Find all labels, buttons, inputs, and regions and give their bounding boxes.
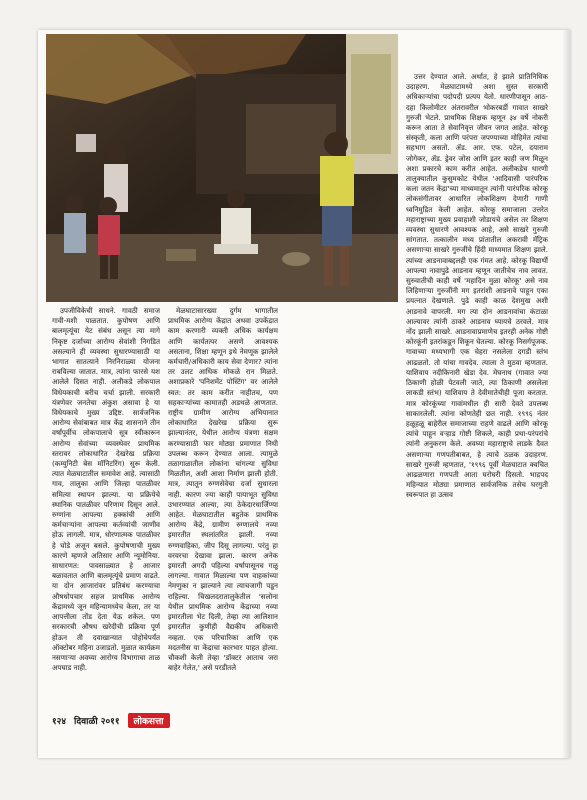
children-in-hut-photo: [46, 34, 398, 302]
page-footer: [52, 712, 352, 728]
issue-label: दिवाळी २०११: [74, 716, 120, 727]
column-right-text: उत्तर देण्यात आले. अर्थात, हे झाले प्रातिनिधिक उदाहरण. मेळघाटामध्ये अशा सुस्त सरकारी अधिकार्‍यांचा पदोपदी प्रत्यय येतो. धारणीपासून आठ-दहा किलोमीटर अंतरावरील भोकरबर्डी गावात साखरे गुरुजी भेटले. प्राथमिक शिक्षक म्हणून ३४ वर्षे नोकरी करून आता ते सेवानिवृत्त जीवन जगत आहेत. कोरकू संस्कृती, कला आणि परंपरा जपण्याच्या मोहिमेत त्यांचा सहभाग असतो. ॲड. आर. एफ. पटेल, दयाराम जोगेकर, ॲड. ड्रेवर जोस आणि इतर काही जण मिळून अशा प्रकारचे काम करीत आहेत. अलीकडेच धारणी तालुक्यातील कुसुमकोट येथील 'आदिवासी पारंपरिक कला जतन केंद्रा'च्या माध्यमातून त्यांनी पारंपरिक कोरकू लोकसंगीतावर आधारित लोकशिक्षण देणारी गाणी ध्वनिमुद्रित केली आहेत. कोरकू समाजाला उत्तरेत महाराष्ट्राच्या मुख्य प्रवाहाशी जोडायचे असेल तर शिक्षण व्यवस्था सुधारणे आवश्यक आहे, असे साखरे गुरुजी सांगतात. तत्कालीन मध्य प्रांतातील अकरावी मॅट्रिक असणाऱ्या साखरे गुरुजींचे हिंदी माध्यमात शिक्षण झाले. त्यांच्या आडनावाबद्दलही एक गंमत आहे. कोरकू विद्यार्थी आपल्या नावापुढे आडनाव म्हणून जातीचेच नाव लावत. सुरुवातीची काही वर्षे 'महादिन मुळा कोरकू' असे नाव लिहिणाऱ्या गुरुजींनी मग इतरांशी आडनावे पाहून एका प्रयत्नात देखणाले. पुढे काही काळ देशमुख अशी आडनावे वापरली. मग त्या दोन आडनावांचा कंटाळा आल्यावर त्यांनी ठाकरे आडनाव घ्यायचे ठरवले. मात्र नोंद झाली साखरे. आडनावाप्रमाणेच इतरही अनेक गोष्टी कोरकूंनी इतरांकडून शिकून घेतल्या. कोरकू निसर्गपूजक. गावाच्या मध्यभागी एक चेहरा नसलेला दगडी स्तंभ आढळतो. तो यांचा गावदेव. त्याला ते मुठवा म्हणतात. याशिवाय नदीकिनारी खेडा देव. मेघनाथ (गावात ज्या ठिकाणी होळी पेटवली जाते, त्या ठिकाणी असलेला लाकडी स्तंभ) याशिवाय ते देवीमातेचीही पूजा करतात. मात्र कोरकूंच्या गावांमधील ही सारी देवते उपलब्ध साकारलेली. त्यांना कोणतेही छत नाही. १९९६ नंतर हळूहळू बाहेरील समाजाच्या राहणे वाढले आणि कोरकू त्यांचे पाहून वऱ्हाड गोष्टी शिकले, काही प्रथा-परंपरांचे त्यांनी अनुकरण केले. अवघ्या महाराष्ट्राचे लाडके दैवत असणाऱ्या गणपतीबाबत, हे त्याचे ठळक उदाहरण. साखरे गुरुजी म्हणतात, '१९९६ पूर्वी मेळघाटात क्वचित आढळणारा गणपती आता घरोघरी दिसतो. भाद्रपद महिन्यात मोठ्या प्रमाणात सार्वजनिक तसेच घरगुती स्वरूपात हा उत्सव: [406, 72, 548, 500]
article-column-2: [168, 306, 278, 701]
page-number: १२४: [52, 716, 67, 727]
magazine-page: [38, 30, 570, 758]
column-1-text: उपजीविकेची साधने. गावठी समाज गावी-मशी पाळतात. कुपोषण आणि बालमृत्यूंचा येट संबंध असून त्या मागे निकृष्ट दर्जाच्या आरोग्य सेवांशी निगडित असल्याने ही व्यवस्था सुधारण्यासाठी या भागात सातत्याने निरनिराळ्या योजना राबविल्या जातात. मात्र, त्यांना फारसे यश आलेले दिसत नाही. अलीकडे लोकपाल विधेयकाची बरीच चर्चा झाली. सरकारी यंत्रणेवर जनतेचा अंकुश असावा हे या विधेयकाचे मुख्य उद्दिष्ट. सार्वजनिक आरोग्य सेवांबाबत मात्र केंद्र शासनाने तीन वर्षांपूर्वीच लोकपालाचे सूत्र स्वीकारून आरोग्य सेवांच्या व्यवस्थेवर प्राथमिक स्तरावर लोकाधारित देखरेख प्रक्रिया (कम्युनिटी बेस मॉनिटरिंग) सुरू केली. त्यात मेळघाटातील समावेश आहे. त्यासाठी गाव, तालुका आणि जिल्हा पातळीवर समित्या स्थापन झाल्या. या प्रक्रियेचे स्थानिक पातळीवर परिणाम दिसून आले. रुग्णांना आपल्या हक्कांची आणि कर्मचाऱ्यांना आपल्या कर्तव्यांची जाणीव होऊ लागली. मात्र, धोरणात्मक पातळीवर हे घोडे अजून बसले. कुपोषणाची मुख्य कारणे म्हणजे अतिसार आणि न्यूमोनिया. साधारणत: पावसाळ्यात हे आजार बळावतात आणि बालमृत्यूंचे प्रमाण वाढते. या दोन आजारांवर प्रतिबंध करण्याचा औषधोपचार सहज प्राथमिक आरोग्य केंद्रामध्ये जून महिन्यामध्येच केला, तर या आपत्तीला तोंड देता येऊ शकेल. पण सरकारची औषध खरेदीची प्रक्रिया पूर्ण होऊन ती दवाखान्यात पोहोचेपर्यंत ऑक्टोबर महिना उजाडतो. मुळात कार्यक्रम नसणाऱ्या अवघ्या आरोग्य विभागाचा ताळ अपघाड नाही.: [52, 306, 160, 673]
article-column-1: [52, 306, 160, 701]
article-photo: [46, 34, 398, 302]
page-edge-shadow: [562, 30, 570, 758]
loksatta-logo: लोकसत्ता: [128, 713, 170, 728]
article-column-right: [406, 72, 548, 702]
column-2-text: मेळघाटासारख्या दुर्गम भागातील प्राथमिक आरोग्य केंद्रात अथवा उपकेंद्रात काम करणारी व्यक्ती अधिक कार्यक्षम आणि कार्यतत्पर असणे आवश्यक असताना, शिक्षा म्हणून इथे नेमणूक झालेले कर्मचारी/अधिकारी काय सेवा देणार? त्यांना तर उलट आधिक मोकळे रान मिळते. अशाप्रकारे 'पनिशमेंट पोस्टिंग' वर आलेले स्वत: तर काम करीत नाहीतच, पण सहकाऱ्यांच्या कामातही अडथळे आणतात. राष्ट्रीय ग्रामीण आरोग्य अभियानात लोकाधारित देखरेख प्रक्रिया सुरू झाल्यानंतर, येथील आरोग्य यंत्रणा सक्षम करण्यासाठी फार मोठ्या प्रमाणात निधी उपलब्ध करून देण्यात आला. त्यामुळे तळागाळातील लोकांना चांगल्या सुविधा मिळतील, अशी आशा निर्माण झाली होती. मात्र, त्यातून रुग्णसेवेचा दर्जा सुधारला नाही. कारण ज्या काही पायाभूत सुविधा उभारण्यात आल्या, त्या ठेकेदारधार्जिण्या आहेत. मेळघाटातील बहुतेक प्राथमिक आरोग्य केंद्रे, ग्रामीण रुग्णालये नव्या इमारतीत स्थलांतरित झाली. नव्या रुग्णवाहिका, जीप दिसू लागल्या. परंतु हा वरवरचा देखावा झाला. कारण अनेक इमारती अगदी पहिल्या वर्षापासूनच गळू लागल्या. गावात मिळाल्या पण वाहकांच्या नेमणुका न झाल्याने त्या त्याचजागी पडून राहिल्या. चिखलदरातालुकेतील 'सलोना येथील प्राथमिक आरोग्य केंद्राच्या नव्या इमारतीला भेट दिली, तेव्हा त्या आलिशान इमारतीत कुणीही वैद्यकीय अधिकारी नव्हता. एक परिचारिका आणि एक मदतनीस या केंद्राचा कारभार पाहत होत्या. चौकशी केली तेव्हा 'डॉक्टर आताच जरा बाहेर गेलेत,' असे परडीतले: [168, 306, 278, 673]
